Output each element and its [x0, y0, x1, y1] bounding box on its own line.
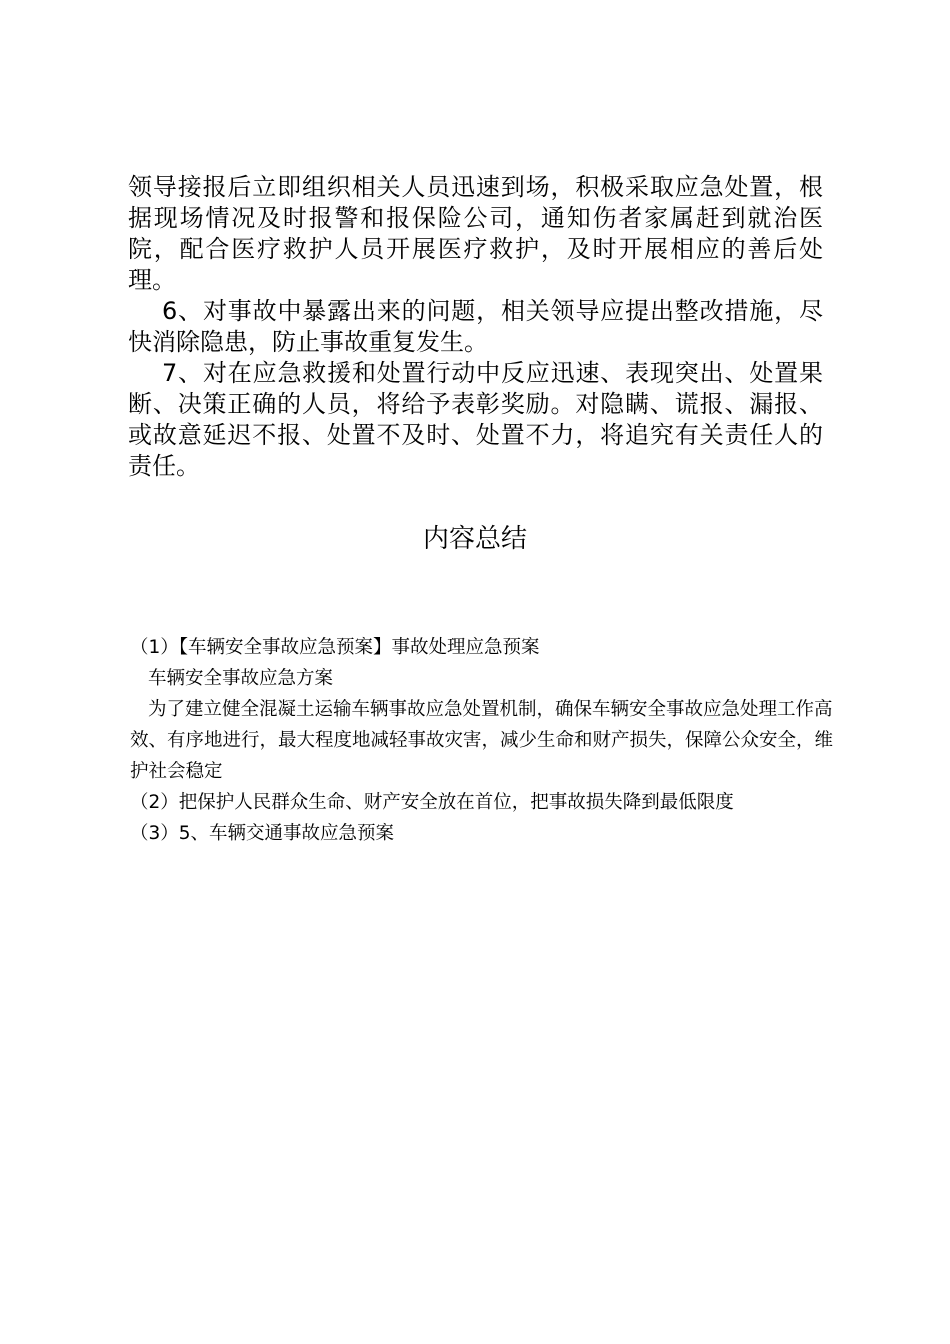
body-paragraph: 7、对在应急救援和处置行动中反应迅速、表现突出、处置果断、决策正确的人员，将给予表彰奖励。对隐瞒、谎报、漏报、或故意延迟不报、处置不及时、处置不力，将追究有关责任人的责任。 [128, 359, 823, 480]
summary-item: （3）5、车辆交通事故应急预案 [130, 823, 395, 844]
body-text [128, 172, 823, 482]
body-paragraph: 6、对事故中暴露出来的问题，相关领导应提出整改措施，尽快消除隐患，防止事故重复发生。 [128, 297, 823, 356]
summary-item: （2）把保护人民群众生命、财产安全放在首位，把事故损失降到最低限度 [130, 792, 734, 813]
summary-item: 为了建立健全混凝土运输车辆事故应急处置机制，确保车辆安全事故应急处理工作高效、有序地进行，最大程度地减轻事故灾害，减少生命和财产损失，保障公众安全，维护社会稳定 [130, 699, 834, 782]
summary-item: （1）【车辆安全事故应急预案】事故处理应急预案 [130, 637, 540, 658]
body-paragraph: 领导接报后立即组织相关人员迅速到场，积极采取应急处置，根据现场情况及时报警和报保险公司，通知伤者家属赶到就治医院，配合医疗救护人员开展医疗救护，及时开展相应的善后处理。 [128, 173, 823, 294]
summary-item: 车辆安全事故应急方案 [148, 668, 334, 689]
summary-list [130, 632, 835, 849]
summary-title: 内容总结 [422, 524, 527, 554]
